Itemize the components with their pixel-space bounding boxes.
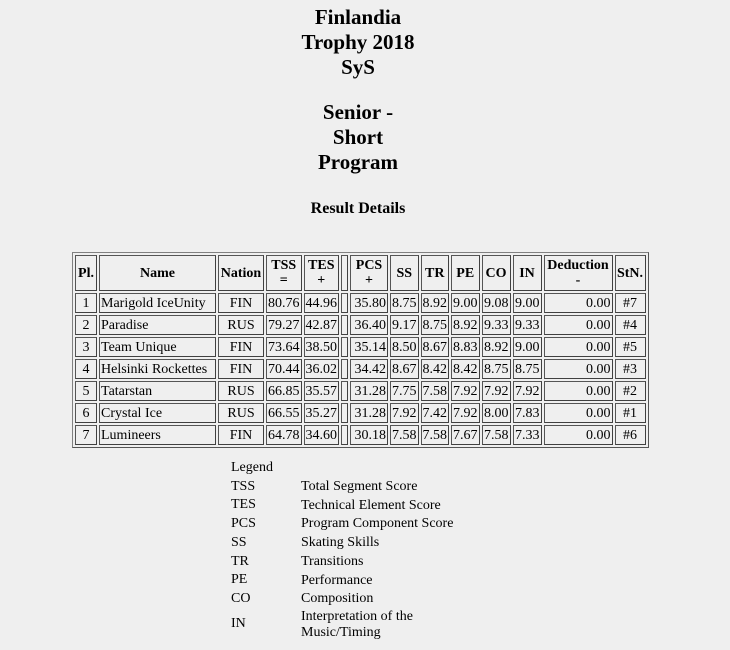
cell-pl: 1 xyxy=(75,293,97,313)
legend-abbr: CO xyxy=(231,590,251,606)
legend-desc: Composition xyxy=(301,591,374,607)
legend-abbr: PCS xyxy=(231,516,256,532)
spacer-cell xyxy=(341,359,348,379)
cell-pl: 2 xyxy=(75,315,97,335)
results-table xyxy=(72,252,649,448)
spacer-cell xyxy=(341,381,348,401)
table-row xyxy=(75,337,646,357)
legend-abbr: PE xyxy=(231,572,248,588)
cell-pe: 7.92 xyxy=(451,403,480,423)
cell-co: 8.75 xyxy=(482,359,511,379)
legend-desc: Total Segment Score xyxy=(301,479,418,495)
cell-ss: 7.92 xyxy=(390,403,419,423)
cell-nation: FIN xyxy=(218,337,264,357)
legend-item xyxy=(231,571,471,590)
cell-pcs: 31.28 xyxy=(350,381,388,401)
legend-abbr: TSS xyxy=(231,478,256,494)
legend-desc: Skating Skills xyxy=(301,535,380,551)
cell-nation: FIN xyxy=(218,293,264,313)
cell-in: 8.75 xyxy=(513,359,542,379)
page-header xyxy=(0,5,716,218)
cell-tr: 7.42 xyxy=(421,403,450,423)
result-details-heading: Result Details xyxy=(310,200,406,217)
legend-abbr: TES xyxy=(231,497,256,513)
legend-abbr: IN xyxy=(231,616,246,632)
cell-tss: 79.27 xyxy=(266,315,302,335)
legend-table xyxy=(231,478,471,641)
col-header-tes: TES + xyxy=(304,255,340,291)
cell-stn: #3 xyxy=(615,359,646,379)
cell-pl: 7 xyxy=(75,425,97,445)
legend-item xyxy=(231,496,471,515)
cell-tes: 38.50 xyxy=(304,337,340,357)
col-header-nation: Nation xyxy=(218,255,264,291)
cell-in: 7.83 xyxy=(513,403,542,423)
cell-tss: 64.78 xyxy=(266,425,302,445)
cell-name: Paradise xyxy=(99,315,216,335)
legend-desc: Interpretation of the Music/Timing xyxy=(301,608,413,640)
table-row xyxy=(75,293,646,313)
legend-title: Legend xyxy=(231,460,273,475)
cell-pcs: 36.40 xyxy=(350,315,388,335)
cell-name: Marigold IceUnity xyxy=(99,293,216,313)
legend-desc: Transitions xyxy=(301,553,364,569)
cell-pl: 4 xyxy=(75,359,97,379)
legend-abbr: SS xyxy=(231,534,247,550)
cell-co: 7.58 xyxy=(482,425,511,445)
cell-ss: 8.75 xyxy=(390,293,419,313)
col-header-tss: TSS = xyxy=(266,255,302,291)
cell-ss: 8.50 xyxy=(390,337,419,357)
cell-tes: 35.27 xyxy=(304,403,340,423)
cell-ss: 8.67 xyxy=(390,359,419,379)
cell-nation: RUS xyxy=(218,403,264,423)
cell-deduction: 0.00 xyxy=(544,359,613,379)
cell-deduction: 0.00 xyxy=(544,403,613,423)
cell-deduction: 0.00 xyxy=(544,315,613,335)
segment-title: Senior - Short Program xyxy=(317,100,399,174)
cell-tes: 36.02 xyxy=(304,359,340,379)
cell-pe: 7.67 xyxy=(451,425,480,445)
cell-tr: 7.58 xyxy=(421,381,450,401)
cell-in: 9.00 xyxy=(513,293,542,313)
cell-tss: 70.44 xyxy=(266,359,302,379)
cell-tr: 7.58 xyxy=(421,425,450,445)
cell-tes: 44.96 xyxy=(304,293,340,313)
event-title: Finlandia Trophy 2018 SyS xyxy=(301,5,415,79)
cell-ss: 7.58 xyxy=(390,425,419,445)
cell-stn: #2 xyxy=(615,381,646,401)
cell-pe: 8.83 xyxy=(451,337,480,357)
cell-co: 8.00 xyxy=(482,403,511,423)
table-row xyxy=(75,315,646,335)
cell-tes: 34.60 xyxy=(304,425,340,445)
cell-tss: 66.55 xyxy=(266,403,302,423)
cell-deduction: 0.00 xyxy=(544,381,613,401)
cell-co: 8.92 xyxy=(482,337,511,357)
legend-desc: Program Component Score xyxy=(301,516,454,532)
cell-co: 7.92 xyxy=(482,381,511,401)
cell-nation: FIN xyxy=(218,425,264,445)
cell-pe: 9.00 xyxy=(451,293,480,313)
cell-stn: #6 xyxy=(615,425,646,445)
cell-name: Tatarstan xyxy=(99,381,216,401)
cell-pcs: 34.42 xyxy=(350,359,388,379)
cell-pcs: 31.28 xyxy=(350,403,388,423)
cell-pcs: 30.18 xyxy=(350,425,388,445)
cell-in: 9.33 xyxy=(513,315,542,335)
col-header-stn: StN. xyxy=(615,255,646,291)
col-header-ss: SS xyxy=(390,255,419,291)
cell-pcs: 35.14 xyxy=(350,337,388,357)
table-row xyxy=(75,425,646,445)
cell-pl: 6 xyxy=(75,403,97,423)
col-header-in: IN xyxy=(513,255,542,291)
cell-stn: #5 xyxy=(615,337,646,357)
col-header-pl: Pl. xyxy=(75,255,97,291)
cell-deduction: 0.00 xyxy=(544,293,613,313)
col-header-deduction: Deduction - xyxy=(544,255,613,291)
cell-tss: 73.64 xyxy=(266,337,302,357)
col-header-tr: TR xyxy=(421,255,450,291)
table-header-row xyxy=(75,255,646,291)
cell-tss: 80.76 xyxy=(266,293,302,313)
cell-pl: 5 xyxy=(75,381,97,401)
cell-tes: 35.57 xyxy=(304,381,340,401)
cell-pe: 7.92 xyxy=(451,381,480,401)
col-header-spacer xyxy=(341,255,348,291)
legend xyxy=(231,459,471,641)
cell-name: Helsinki Rockettes xyxy=(99,359,216,379)
cell-in: 7.92 xyxy=(513,381,542,401)
legend-item xyxy=(231,478,471,497)
cell-deduction: 0.00 xyxy=(544,337,613,357)
spacer-cell xyxy=(341,337,348,357)
table-row xyxy=(75,381,646,401)
spacer-cell xyxy=(341,315,348,335)
cell-stn: #7 xyxy=(615,293,646,313)
cell-in: 7.33 xyxy=(513,425,542,445)
col-header-pe: PE xyxy=(451,255,480,291)
col-header-co: CO xyxy=(482,255,511,291)
cell-pe: 8.92 xyxy=(451,315,480,335)
cell-stn: #1 xyxy=(615,403,646,423)
cell-co: 9.08 xyxy=(482,293,511,313)
cell-nation: RUS xyxy=(218,315,264,335)
legend-desc: Technical Element Score xyxy=(301,497,441,513)
cell-nation: RUS xyxy=(218,381,264,401)
legend-item xyxy=(231,609,471,641)
legend-item xyxy=(231,534,471,553)
table-row xyxy=(75,359,646,379)
legend-desc: Performance xyxy=(301,572,373,588)
cell-tr: 8.42 xyxy=(421,359,450,379)
legend-item xyxy=(231,553,471,572)
cell-stn: #4 xyxy=(615,315,646,335)
cell-tes: 42.87 xyxy=(304,315,340,335)
cell-tr: 8.67 xyxy=(421,337,450,357)
cell-name: Crystal Ice xyxy=(99,403,216,423)
cell-in: 9.00 xyxy=(513,337,542,357)
spacer-cell xyxy=(341,425,348,445)
legend-abbr: TR xyxy=(231,553,249,569)
cell-name: Team Unique xyxy=(99,337,216,357)
cell-tr: 8.75 xyxy=(421,315,450,335)
cell-pcs: 35.80 xyxy=(350,293,388,313)
table-row xyxy=(75,403,646,423)
cell-ss: 7.75 xyxy=(390,381,419,401)
cell-nation: FIN xyxy=(218,359,264,379)
cell-pl: 3 xyxy=(75,337,97,357)
col-header-name: Name xyxy=(99,255,216,291)
col-header-pcs: PCS + xyxy=(350,255,388,291)
cell-pe: 8.42 xyxy=(451,359,480,379)
cell-ss: 9.17 xyxy=(390,315,419,335)
legend-item xyxy=(231,515,471,534)
spacer-cell xyxy=(341,293,348,313)
cell-name: Lumineers xyxy=(99,425,216,445)
cell-deduction: 0.00 xyxy=(544,425,613,445)
spacer-cell xyxy=(341,403,348,423)
cell-tss: 66.85 xyxy=(266,381,302,401)
cell-co: 9.33 xyxy=(482,315,511,335)
legend-item xyxy=(231,590,471,609)
cell-tr: 8.92 xyxy=(421,293,450,313)
